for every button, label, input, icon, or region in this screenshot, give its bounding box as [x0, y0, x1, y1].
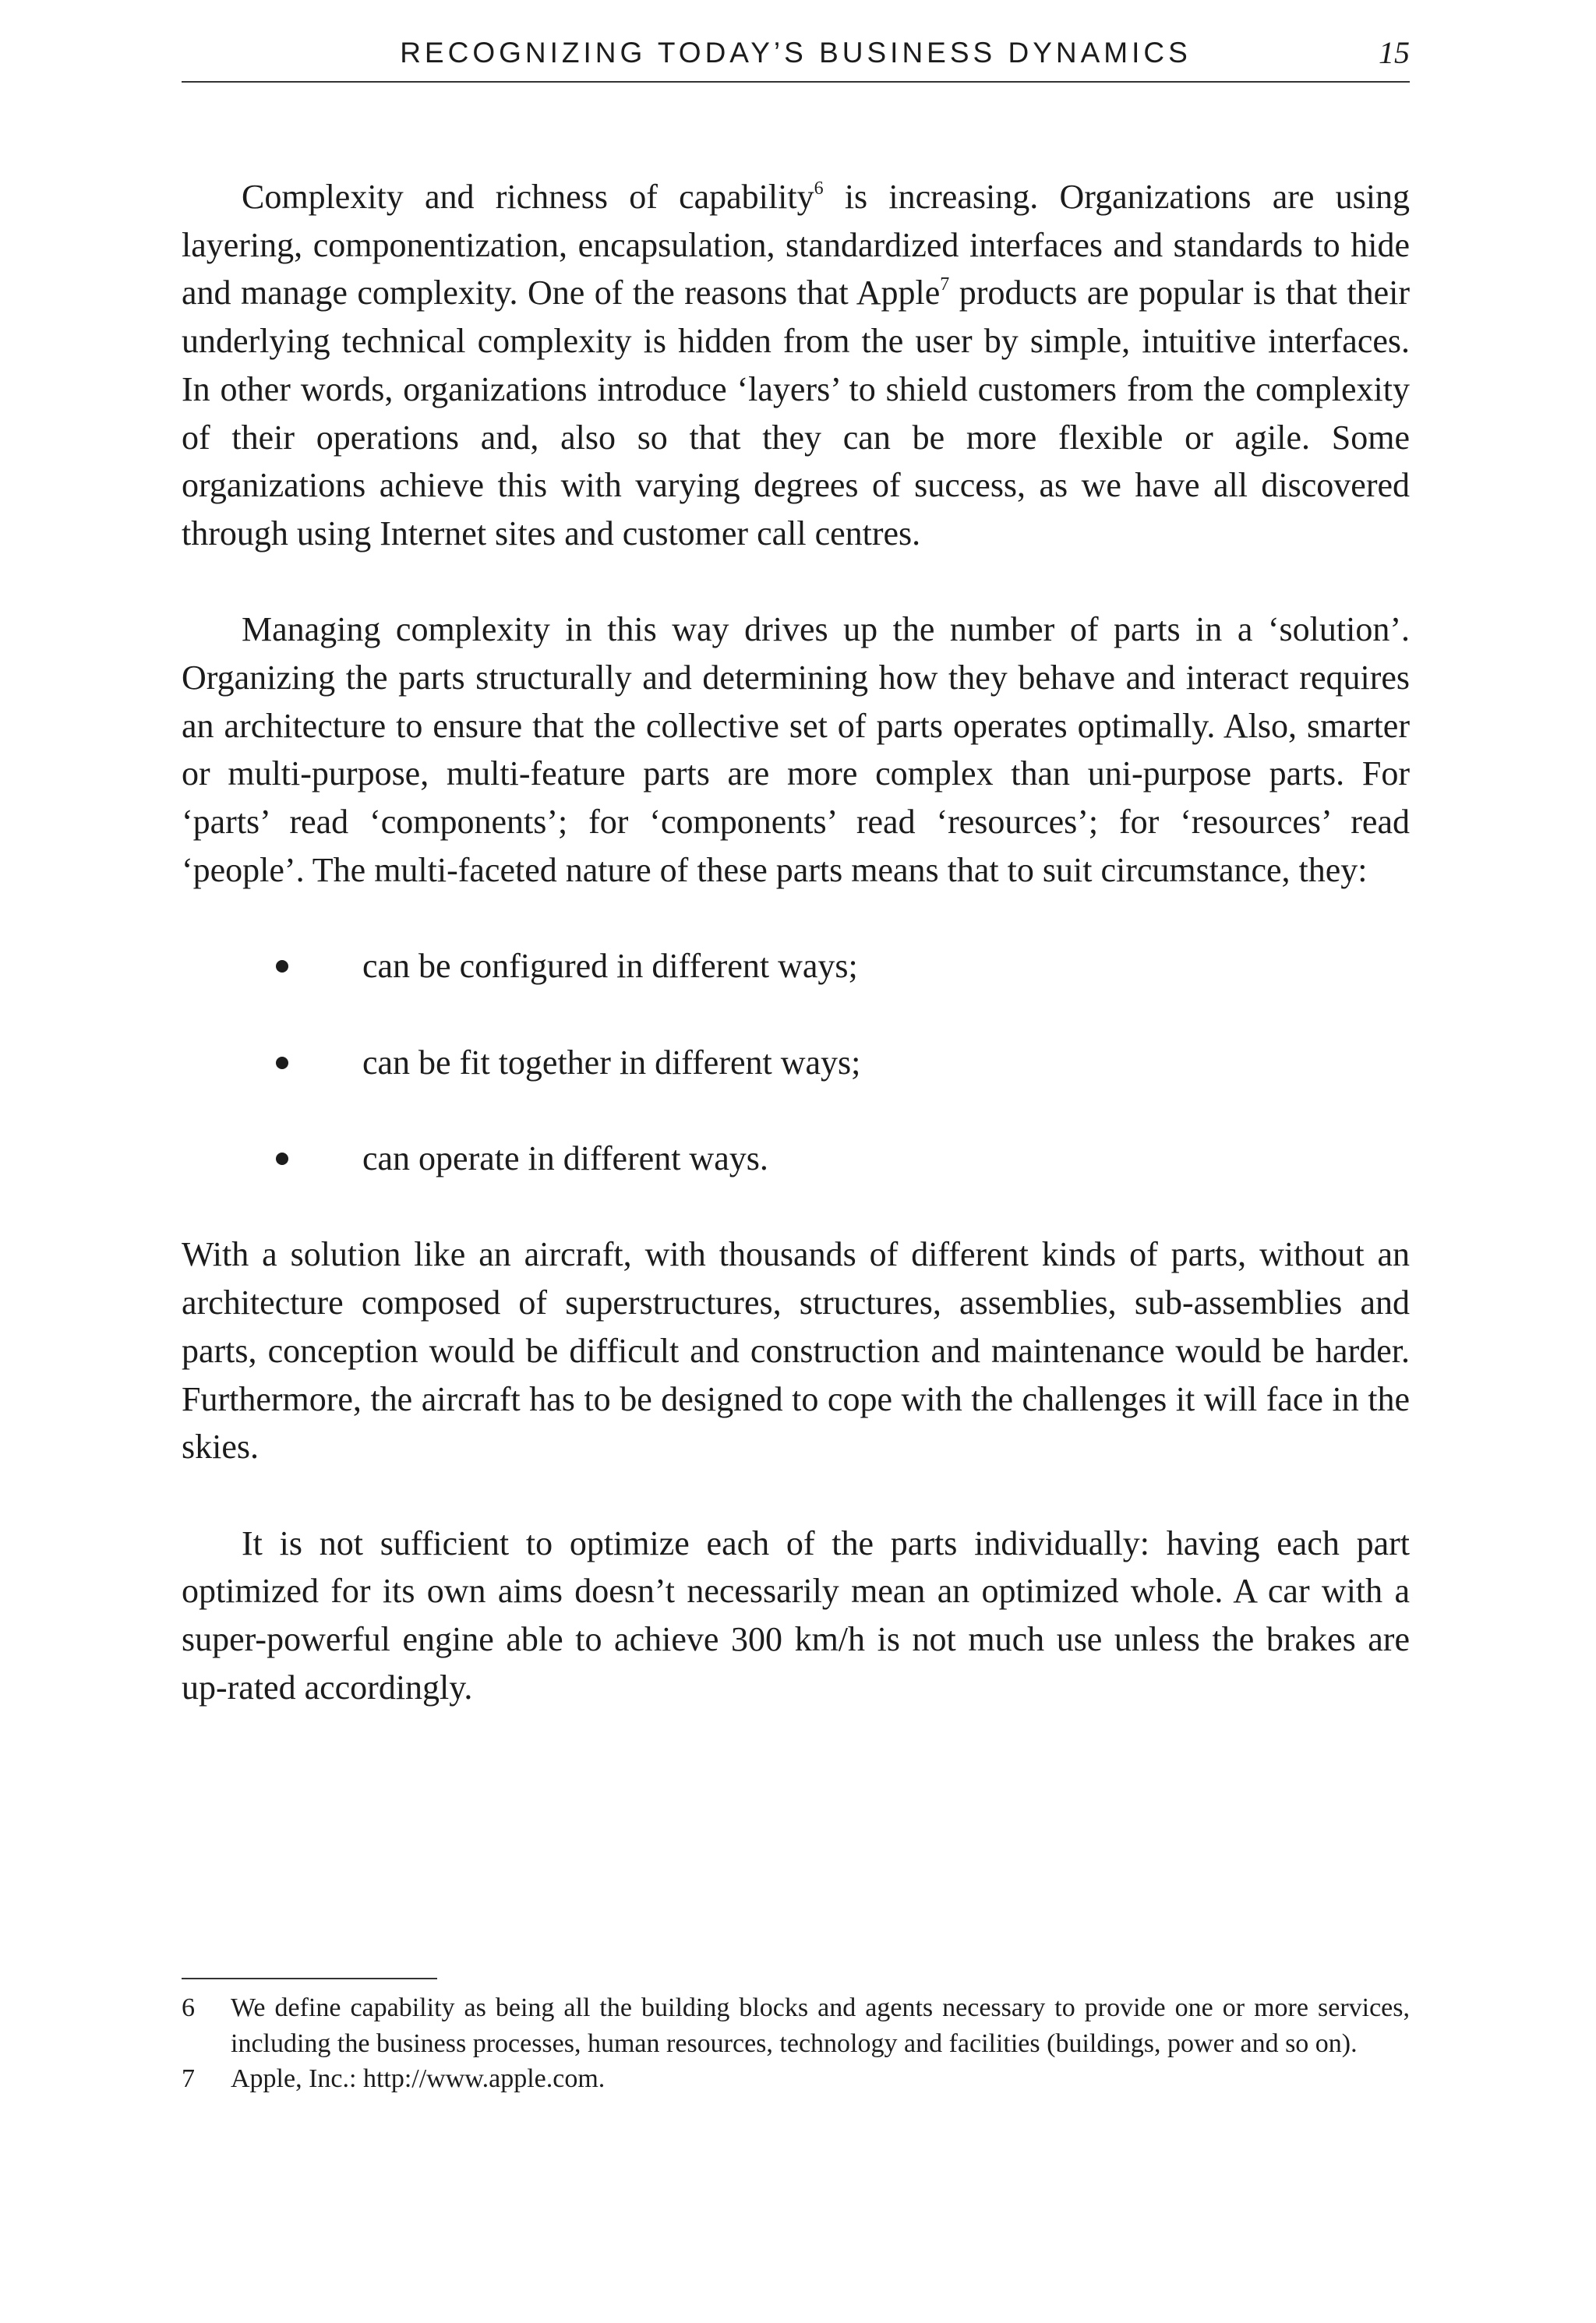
- footnote-number: 6: [182, 1993, 195, 2022]
- bullet-list: [182, 942, 1410, 1182]
- footnote-reference: 7: [940, 274, 950, 295]
- page-number: 15: [1379, 35, 1410, 70]
- list-item-text: can be fit together in different ways;: [362, 1043, 861, 1082]
- paragraph-aircraft: With a solution like an aircraft, with thousands of different kinds of parts, without an architecture composed of superstructures, structures, assemblies, sub-assemblies and parts, conception would be difficult and construction and maintenance would be harder. Furthermore, the aircraft has to be designed to cope with the challenges it will face in the skies.: [182, 1235, 1410, 1467]
- paragraph-text: products are popular is that their underlying technical complexity is hidden from the user by simple, intuitive interfaces. In other words, organizations introduce ‘layers’ to shield customers from the complexity of their operations and, also so that they can be more flexible or agile. Some organizations achieve this with varying degrees of success, as we have all discovered through using Internet sites and customer call centres.: [182, 274, 1410, 553]
- bullet-icon: [276, 1057, 288, 1069]
- footnote-item: [182, 1990, 1410, 2061]
- footnote-divider: [182, 1978, 437, 1979]
- body-text: [182, 173, 1410, 1711]
- bullet-icon: [276, 960, 288, 973]
- list-item: [182, 1039, 1410, 1087]
- footnote-item: [182, 2061, 1410, 2097]
- footnote-text: Apple, Inc.: http://www.apple.com.: [231, 2064, 606, 2093]
- footnote-reference: 6: [814, 178, 824, 199]
- paragraph-optimization: It is not sufficient to optimize each of the parts individually: having each part optimized for its own aims doesn’t necessarily mean an optimized whole. A car with a super-powerful engine able to achieve 300 km/h is not much use unless the brakes are up-rated accordingly.: [182, 1523, 1410, 1707]
- footnotes: [182, 1990, 1410, 2097]
- running-header: [182, 34, 1410, 83]
- list-item-text: can operate in different ways.: [362, 1139, 768, 1177]
- footnote-text: We define capability as being all the building blocks and agents necessary to provide one or more services, including the business processes, human resources, technology and facilities (buildings, power and so on).: [231, 1993, 1410, 2058]
- paragraph-capability: [182, 173, 1410, 558]
- footnote-number: 7: [182, 2064, 195, 2093]
- list-item: [182, 942, 1410, 990]
- bullet-icon: [276, 1153, 288, 1165]
- paragraph-text: is increasing. Organizations are using layering, componentization, encapsulation, standardized interfaces and standards to hide and manage complexity. One of the reasons that Apple: [182, 178, 1410, 312]
- list-item-text: can be configured in different ways;: [362, 947, 858, 986]
- list-item: [182, 1135, 1410, 1183]
- paragraph-text: Complexity and richness of capability: [242, 178, 814, 216]
- running-title: RECOGNIZING TODAY’S BUSINESS DYNAMICS: [400, 37, 1192, 69]
- paragraph-managing-complexity: Managing complexity in this way drives up the number of parts in a ‘solution’. Organizing the parts structurally and determining how they behave and interact requires an architecture to ensure that the collective set of parts operates optimally. Also, smarter or multi-purpose, multi-feature parts are more complex than uni-purpose parts. For ‘parts’ read ‘components’; for ‘components’ read ‘resources’; for ‘resources’ read ‘people’. The multi-faceted nature of these parts means that to suit circumstance, they:: [182, 610, 1410, 889]
